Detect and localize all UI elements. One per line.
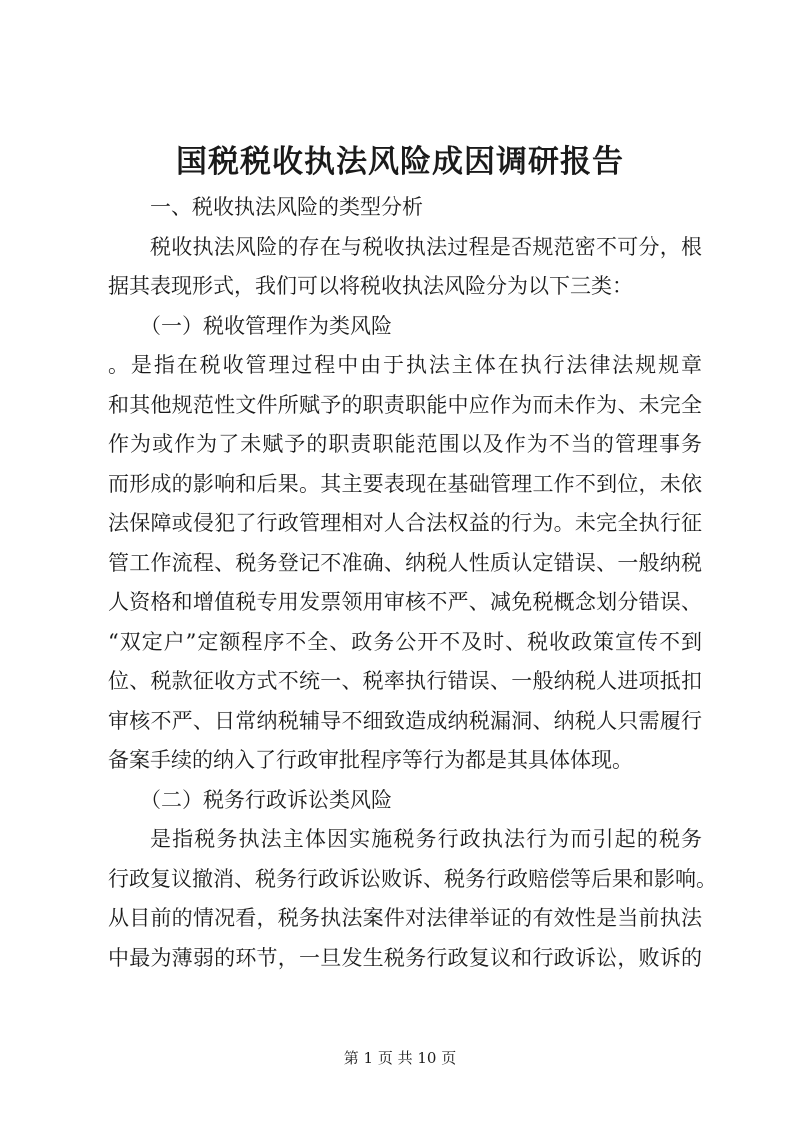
paragraph-line: 人资格和增值税专用发票领用审核不严、减免税概念划分错误、 bbox=[108, 590, 702, 614]
paragraph-line: 作为或作为了未赋予的职责职能范围以及作为不当的管理事务 bbox=[108, 432, 702, 456]
paragraph-line: 管工作流程、税务登记不准确、纳税人性质认定错误、一般纳税 bbox=[108, 550, 702, 575]
paragraph-line: “双定户”定额程序不全、政务公开不及时、税收政策宣传不到 bbox=[108, 629, 702, 654]
paragraph-line: 和其他规范性文件所赋予的职责职能中应作为而未作为、未完全 bbox=[108, 392, 702, 417]
page-number-footer: 第 1 页 共 10 页 bbox=[343, 1049, 457, 1067]
subsection-heading: （二）税务行政诉讼类风险 bbox=[140, 787, 392, 812]
paragraph-line: 税收执法风险的存在与税收执法过程是否规范密不可分，根 bbox=[150, 234, 702, 259]
paragraph-line: 位、税款征收方式不统一、税率执行错误、一般纳税人进项抵扣 bbox=[108, 669, 702, 693]
document-body bbox=[108, 188, 717, 978]
paragraph-line: 是指税务执法主体因实施税务行政执法行为而引起的税务 bbox=[150, 827, 702, 851]
paragraph-line: 法保障或侵犯了行政管理相对人合法权益的行为。未完全执行征 bbox=[108, 511, 702, 535]
paragraph-line: 从目前的情况看，税务执法案件对法律举证的有效性是当前执法 bbox=[108, 906, 702, 930]
subsection-heading: （一）税收管理作为类风险 bbox=[140, 313, 392, 338]
document-title: 国税税收执法风险成因调研报告 bbox=[176, 144, 624, 180]
paragraph-line: 。是指在税收管理过程中由于执法主体在执行法律法规规章 bbox=[108, 353, 702, 377]
paragraph-line: 中最为薄弱的环节，一旦发生税务行政复议和行政诉讼，败诉的 bbox=[108, 945, 702, 970]
paragraph-line: 而形成的影响和后果。其主要表现在基础管理工作不到位，未依 bbox=[108, 471, 702, 496]
paragraph-line: 备案手续的纳入了行政审批程序等行为都是其具体体现。 bbox=[108, 748, 633, 772]
section-heading: 一、税收执法风险的类型分析 bbox=[150, 195, 423, 219]
paragraph-line: 行政复议撤消、税务行政诉讼败诉、税务行政赔偿等后果和影响。 bbox=[108, 866, 717, 891]
paragraph-line: 审核不严、日常纳税辅导不细致造成纳税漏洞、纳税人只需履行 bbox=[108, 708, 702, 733]
paragraph-line: 据其表现形式，我们可以将税收执法风险分为以下三类： bbox=[108, 274, 633, 298]
